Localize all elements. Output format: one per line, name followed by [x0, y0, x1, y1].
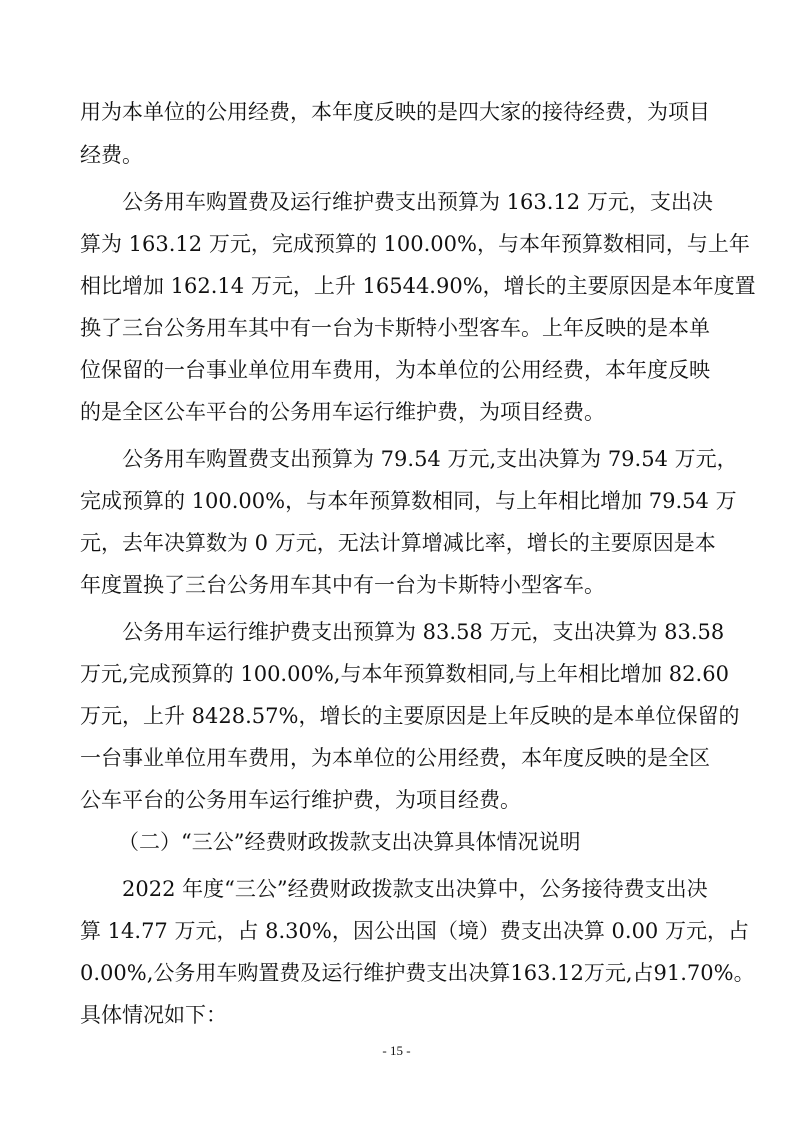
- text-line: 一台事业单位用车费用，为本单位的公用经费，本年度反映的是全区: [80, 746, 710, 770]
- text-line: 元，去年决算数为 0 万元，无法计算增减比率，增长的主要原因是本: [80, 531, 716, 555]
- text-line: 位保留的一台事业单位用车费用，为本单位的公用经费，本年度反映: [80, 358, 710, 382]
- text-line: 公车平台的公务用车运行维护费，为项目经费。: [80, 788, 521, 812]
- text-line: 0.00%,公务用车购置费及运行维护费支出决算163.12万元,占91.70%。: [80, 961, 755, 985]
- text-line: 用为本单位的公用经费，本年度反映的是四大家的接待经费，为项目: [80, 100, 710, 124]
- paragraph-start-line: 2022 年度“三公”经费财政拨款支出决算中，公务接待费支出决: [122, 877, 708, 901]
- text-line: 经费。: [80, 143, 143, 167]
- text-line: 万元,完成预算的 100.00%,与本年预算数相同,与上年相比增加 82.60: [80, 662, 729, 686]
- text-line: 具体情况如下：: [80, 1003, 227, 1027]
- paragraph-start-line: 公务用车购置费及运行维护费支出预算为 163.12 万元，支出决: [122, 190, 713, 214]
- paragraph-start-line: 公务用车运行维护费支出预算为 83.58 万元，支出决算为 83.58: [122, 620, 725, 644]
- text-line: 算 14.77 万元，占 8.30%，因公出国（境）费支出决算 0.00 万元，占: [80, 919, 749, 943]
- text-line: 的是全区公车平台的公务用车运行维护费，为项目经费。: [80, 400, 605, 424]
- text-line: 换了三台公务用车其中有一台为卡斯特小型客车。上年反映的是本单: [80, 316, 710, 340]
- section-heading: （二）“三公”经费财政拨款支出决算具体情况说明: [118, 830, 581, 854]
- text-line: 万元，上升 8428.57%，增长的主要原因是上年反映的是本单位保留的: [80, 704, 740, 728]
- page-number: - 15 -: [382, 1043, 411, 1058]
- paragraph-start-line: 公务用车购置费支出预算为 79.54 万元,支出决算为 79.54 万元，: [122, 447, 738, 471]
- text-line: 算为 163.12 万元，完成预算的 100.00%，与本年预算数相同，与上年: [80, 232, 750, 256]
- text-line: 相比增加 162.14 万元，上升 16544.90%，增长的主要原因是本年度置: [80, 274, 756, 298]
- text-line: 年度置换了三台公务用车其中有一台为卡斯特小型客车。: [80, 573, 605, 597]
- text-line: 完成预算的 100.00%，与本年预算数相同，与上年相比增加 79.54 万: [80, 489, 737, 513]
